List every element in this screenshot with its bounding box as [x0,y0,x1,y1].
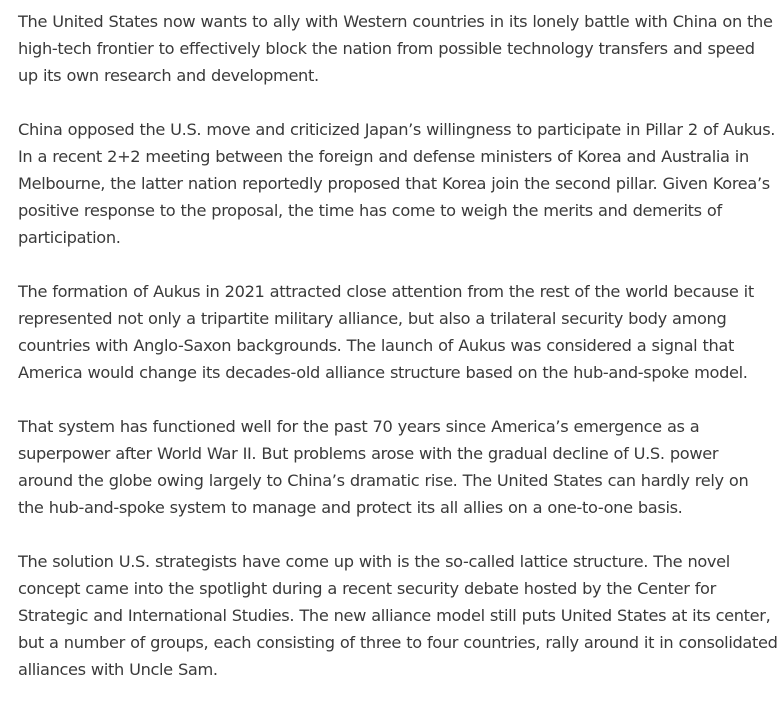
article-body [18,8,778,710]
article-paragraph: China opposed the U.S. move and criticized Japan’s willingness to participate in Pillar 2 of Aukus. In a recent 2+2 meeting between the foreign and defense ministers of Korea and Australia in Melbourne, the latter nation reportedly proposed that Korea join the second pillar. Given Korea’s positive response to the proposal, the time has come to weigh the merits and demerits of participation. [18,120,776,247]
article-paragraph: The formation of Aukus in 2021 attracted close attention from the rest of the world because it represented not only a tripartite military alliance, but also a trilateral security body among countries with Anglo-Saxon backgrounds. The launch of Aukus was considered a signal that America would change its decades-old alliance structure based on the hub-and-spoke model. [18,282,754,382]
article-paragraph: The solution U.S. strategists have come up with is the so-called lattice structure. The novel concept came into the spotlight during a recent security debate hosted by the Center for Strategic and International Studies. The new alliance model still puts United States at its center, but a number of groups, each consisting of three to four countries, rally around it in consolidated alliances with Uncle Sam. [18,552,778,679]
article-paragraph: The United States now wants to ally with Western countries in its lonely battle with China on the high-tech frontier to effectively block the nation from possible technology transfers and speed up its own research and development. [18,12,773,85]
article-paragraph: That system has functioned well for the past 70 years since America’s emergence as a superpower after World War II. But problems arose with the gradual decline of U.S. power around the globe owing largely to China’s dramatic rise. The United States can hardly rely on the hub-and-spoke system to manage and protect its all allies on a one-to-one basis. [18,417,749,517]
